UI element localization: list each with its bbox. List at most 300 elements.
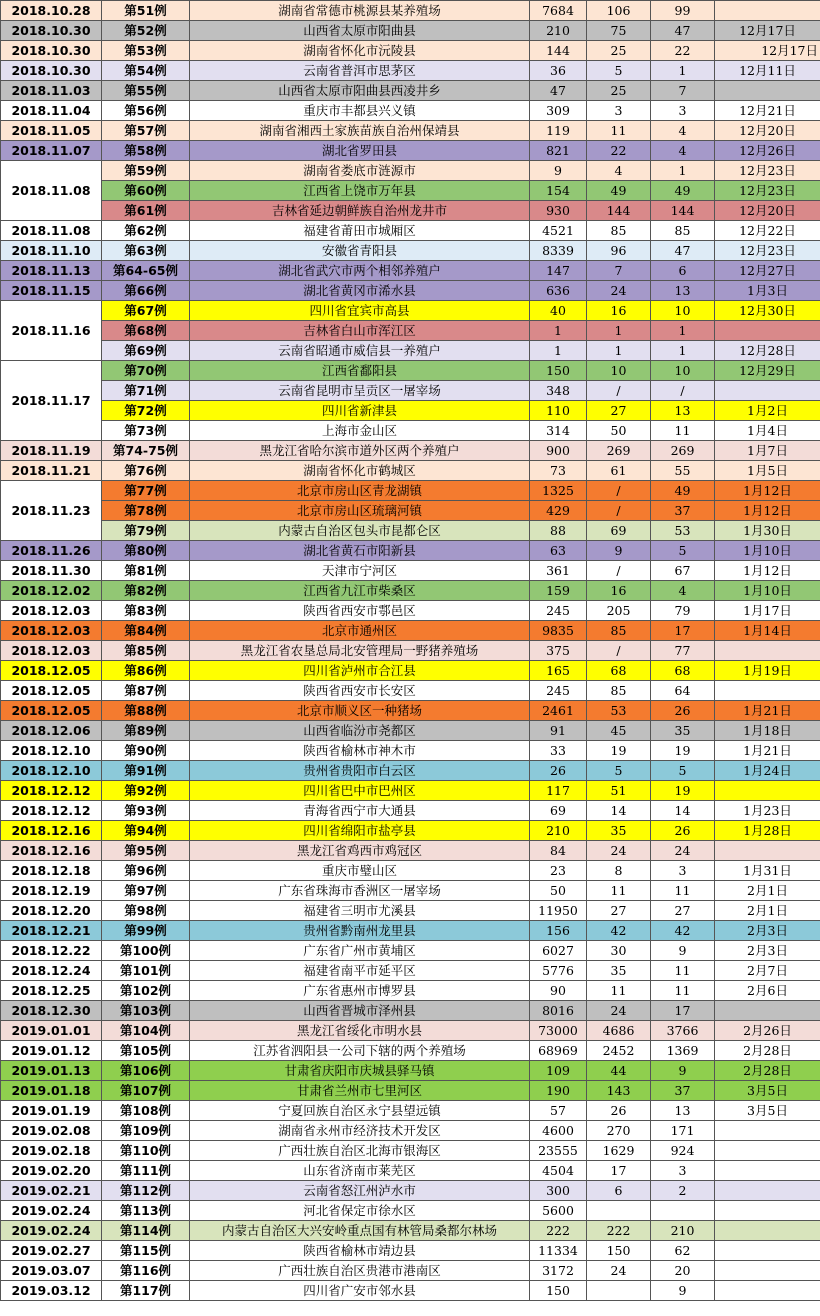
release-date-cell: 1月10日 — [715, 581, 820, 601]
location-cell: 江苏省泗阳县一公司下辖的两个养殖场 — [190, 1041, 530, 1061]
date-cell: 2018.10.28 — [1, 1, 102, 21]
dead-count-cell: 49 — [651, 481, 715, 501]
location-cell: 重庆市丰都县兴义镇 — [190, 101, 530, 121]
dead-count-cell: 99 — [651, 1, 715, 21]
case-number-cell: 第62例 — [102, 221, 190, 241]
date-cell: 2018.12.02 — [1, 581, 102, 601]
table-row — [1, 341, 820, 361]
case-number-cell: 第83例 — [102, 601, 190, 621]
date-cell: 2018.12.24 — [1, 961, 102, 981]
infected-count-cell: 205 — [587, 601, 651, 621]
location-cell: 安徽省青阳县 — [190, 241, 530, 261]
dead-count-cell: 20 — [651, 1261, 715, 1281]
infected-count-cell: 7 — [587, 261, 651, 281]
infected-count-cell: 3 — [587, 101, 651, 121]
release-date-cell: 12月20日 — [715, 121, 820, 141]
dead-count-cell: 68 — [651, 661, 715, 681]
pig-count-cell: 90 — [530, 981, 587, 1001]
table-row — [1, 1061, 820, 1081]
release-date-cell: 1月28日 — [715, 821, 820, 841]
pig-count-cell: 3172 — [530, 1261, 587, 1281]
location-cell: 内蒙古自治区大兴安岭重点国有林管局桑都尔林场 — [190, 1221, 530, 1241]
table-row — [1, 21, 820, 41]
pig-count-cell: 150 — [530, 1281, 587, 1301]
case-number-cell: 第52例 — [102, 21, 190, 41]
case-number-cell: 第88例 — [102, 701, 190, 721]
pig-count-cell: 900 — [530, 441, 587, 461]
date-cell: 2018.12.21 — [1, 921, 102, 941]
location-cell: 黑龙江省绥化市明水县 — [190, 1021, 530, 1041]
date-cell: 2018.12.10 — [1, 741, 102, 761]
pig-count-cell: 348 — [530, 381, 587, 401]
release-date-cell: 12月20日 — [715, 201, 820, 221]
release-date-cell — [715, 1181, 820, 1201]
pig-count-cell: 375 — [530, 641, 587, 661]
release-date-cell: 2月26日 — [715, 1021, 820, 1041]
location-cell: 甘肃省兰州市七里河区 — [190, 1081, 530, 1101]
release-date-cell: 1月21日 — [715, 741, 820, 761]
infected-count-cell: 9 — [587, 541, 651, 561]
pig-count-cell: 23555 — [530, 1141, 587, 1161]
case-number-cell: 第59例 — [102, 161, 190, 181]
pig-count-cell: 6027 — [530, 941, 587, 961]
dead-count-cell: 1 — [651, 161, 715, 181]
case-number-cell: 第108例 — [102, 1101, 190, 1121]
case-number-cell: 第55例 — [102, 81, 190, 101]
location-cell: 四川省泸州市合江县 — [190, 661, 530, 681]
infected-count-cell: 222 — [587, 1221, 651, 1241]
pig-count-cell: 314 — [530, 421, 587, 441]
dead-count-cell: 53 — [651, 521, 715, 541]
infected-count-cell: / — [587, 501, 651, 521]
date-cell: 2018.11.15 — [1, 281, 102, 301]
date-cell: 2018.10.30 — [1, 61, 102, 81]
table-row — [1, 701, 820, 721]
dead-count-cell: 6 — [651, 261, 715, 281]
infected-count-cell: 2452 — [587, 1041, 651, 1061]
table-row — [1, 641, 820, 661]
location-cell: 广东省广州市黄埔区 — [190, 941, 530, 961]
table-row — [1, 361, 820, 381]
table-row — [1, 821, 820, 841]
release-date-cell — [715, 1001, 820, 1021]
infected-count-cell: 16 — [587, 581, 651, 601]
location-cell: 贵州省贵阳市白云区 — [190, 761, 530, 781]
date-cell: 2019.03.12 — [1, 1281, 102, 1301]
date-cell: 2018.12.05 — [1, 701, 102, 721]
dead-count-cell: 924 — [651, 1141, 715, 1161]
table-row — [1, 781, 820, 801]
dead-count-cell: / — [651, 381, 715, 401]
table-row — [1, 961, 820, 981]
release-date-cell — [715, 1161, 820, 1181]
case-number-cell: 第78例 — [102, 501, 190, 521]
infected-count-cell: 269 — [587, 441, 651, 461]
infected-count-cell: 1 — [587, 341, 651, 361]
infected-count-cell — [587, 1281, 651, 1301]
pig-count-cell: 50 — [530, 881, 587, 901]
case-number-cell: 第81例 — [102, 561, 190, 581]
dead-count-cell: 171 — [651, 1121, 715, 1141]
pig-count-cell: 69 — [530, 801, 587, 821]
table-row — [1, 541, 820, 561]
dead-count-cell: 24 — [651, 841, 715, 861]
release-date-cell: 12月27日 — [715, 261, 820, 281]
infected-count-cell: / — [587, 481, 651, 501]
infected-count-cell: / — [587, 561, 651, 581]
case-number-cell: 第95例 — [102, 841, 190, 861]
release-date-cell — [715, 781, 820, 801]
release-date-cell: 12月21日 — [715, 101, 820, 121]
infected-count-cell: 26 — [587, 1101, 651, 1121]
pig-count-cell: 429 — [530, 501, 587, 521]
case-number-cell: 第82例 — [102, 581, 190, 601]
release-date-cell: 2月28日 — [715, 1041, 820, 1061]
release-date-cell: 12月26日 — [715, 141, 820, 161]
infected-count-cell: 44 — [587, 1061, 651, 1081]
infected-count-cell: 19 — [587, 741, 651, 761]
pig-count-cell: 2461 — [530, 701, 587, 721]
case-number-cell: 第77例 — [102, 481, 190, 501]
location-cell: 江西省鄱阳县 — [190, 361, 530, 381]
table-row — [1, 1001, 820, 1021]
release-date-cell: 1月23日 — [715, 801, 820, 821]
case-number-cell: 第54例 — [102, 61, 190, 81]
infected-count-cell: 270 — [587, 1121, 651, 1141]
pig-count-cell: 150 — [530, 361, 587, 381]
date-cell: 2019.03.07 — [1, 1261, 102, 1281]
pig-count-cell: 210 — [530, 21, 587, 41]
location-cell: 吉林省延边朝鲜族自治州龙井市 — [190, 201, 530, 221]
location-cell: 河北省保定市徐水区 — [190, 1201, 530, 1221]
date-cell: 2019.01.01 — [1, 1021, 102, 1041]
location-cell: 吉林省白山市浑江区 — [190, 321, 530, 341]
pig-count-cell: 110 — [530, 401, 587, 421]
date-cell: 2018.12.03 — [1, 621, 102, 641]
release-date-cell: 3月5日 — [715, 1081, 820, 1101]
dead-count-cell: 210 — [651, 1221, 715, 1241]
case-number-cell: 第93例 — [102, 801, 190, 821]
table-row — [1, 1201, 820, 1221]
table-row — [1, 1221, 820, 1241]
pig-count-cell: 4521 — [530, 221, 587, 241]
case-number-cell: 第103例 — [102, 1001, 190, 1021]
release-date-cell: 1月7日 — [715, 441, 820, 461]
table-row — [1, 1, 820, 21]
pig-count-cell: 190 — [530, 1081, 587, 1101]
date-cell: 2019.01.12 — [1, 1041, 102, 1061]
infected-count-cell: 35 — [587, 961, 651, 981]
table-row — [1, 321, 820, 341]
location-cell: 贵州省黔南州龙里县 — [190, 921, 530, 941]
case-number-cell: 第84例 — [102, 621, 190, 641]
case-number-cell: 第79例 — [102, 521, 190, 541]
table-row — [1, 881, 820, 901]
table-row — [1, 121, 820, 141]
dead-count-cell: 37 — [651, 1081, 715, 1101]
dead-count-cell: 62 — [651, 1241, 715, 1261]
release-date-cell — [715, 321, 820, 341]
infected-count-cell: 11 — [587, 881, 651, 901]
case-number-cell: 第53例 — [102, 41, 190, 61]
pig-count-cell: 361 — [530, 561, 587, 581]
dead-count-cell: 37 — [651, 501, 715, 521]
case-number-cell: 第91例 — [102, 761, 190, 781]
location-cell: 湖南省永州市经济技术开发区 — [190, 1121, 530, 1141]
date-cell: 2018.11.07 — [1, 141, 102, 161]
release-date-cell: 1月4日 — [715, 421, 820, 441]
date-cell: 2018.12.16 — [1, 841, 102, 861]
dead-count-cell: 11 — [651, 421, 715, 441]
case-number-cell: 第85例 — [102, 641, 190, 661]
date-cell: 2018.11.10 — [1, 241, 102, 261]
infected-count-cell: 4686 — [587, 1021, 651, 1041]
pig-count-cell: 91 — [530, 721, 587, 741]
release-date-cell: 12月23日 — [715, 161, 820, 181]
infected-count-cell: 50 — [587, 421, 651, 441]
table-row — [1, 401, 820, 421]
dead-count-cell: 19 — [651, 781, 715, 801]
date-cell: 2018.12.12 — [1, 781, 102, 801]
dead-count-cell: 22 — [651, 41, 715, 61]
dead-count-cell: 10 — [651, 301, 715, 321]
pig-count-cell: 159 — [530, 581, 587, 601]
infected-count-cell: 24 — [587, 281, 651, 301]
location-cell: 陕西省榆林市靖边县 — [190, 1241, 530, 1261]
infected-count-cell: 22 — [587, 141, 651, 161]
dead-count-cell: 3766 — [651, 1021, 715, 1041]
location-cell: 福建省莆田市城厢区 — [190, 221, 530, 241]
dead-count-cell: 55 — [651, 461, 715, 481]
release-date-cell: 2月28日 — [715, 1061, 820, 1081]
location-cell: 山西省太原市阳曲县 — [190, 21, 530, 41]
pig-count-cell: 1 — [530, 341, 587, 361]
infected-count-cell: 68 — [587, 661, 651, 681]
pig-count-cell: 222 — [530, 1221, 587, 1241]
case-number-cell: 第116例 — [102, 1261, 190, 1281]
infected-count-cell: 5 — [587, 761, 651, 781]
infected-count-cell: 30 — [587, 941, 651, 961]
date-cell: 2018.11.08 — [1, 221, 102, 241]
location-cell: 四川省新津县 — [190, 401, 530, 421]
case-number-cell: 第63例 — [102, 241, 190, 261]
case-number-cell: 第101例 — [102, 961, 190, 981]
release-date-cell: 1月10日 — [715, 541, 820, 561]
table-row — [1, 661, 820, 681]
release-date-cell: 12月17日 — [715, 21, 820, 41]
location-cell: 山西省临汾市尧都区 — [190, 721, 530, 741]
release-date-cell — [715, 1261, 820, 1281]
date-cell: 2019.02.21 — [1, 1181, 102, 1201]
release-date-cell: 2月6日 — [715, 981, 820, 1001]
table-row — [1, 181, 820, 201]
table-row — [1, 681, 820, 701]
case-number-cell: 第112例 — [102, 1181, 190, 1201]
date-cell: 2018.11.16 — [1, 301, 102, 361]
release-date-cell: 12月17日 — [715, 41, 820, 61]
pig-count-cell: 5776 — [530, 961, 587, 981]
infected-count-cell: / — [587, 641, 651, 661]
release-date-cell: 2月3日 — [715, 941, 820, 961]
location-cell: 福建省南平市延平区 — [190, 961, 530, 981]
date-cell: 2018.12.05 — [1, 681, 102, 701]
pig-count-cell: 40 — [530, 301, 587, 321]
release-date-cell: 12月23日 — [715, 241, 820, 261]
infected-count-cell: 85 — [587, 681, 651, 701]
table-row — [1, 261, 820, 281]
infected-count-cell: 75 — [587, 21, 651, 41]
dead-count-cell: 26 — [651, 821, 715, 841]
location-cell: 黑龙江省农垦总局北安管理局一野猪养殖场 — [190, 641, 530, 661]
infected-count-cell: 27 — [587, 401, 651, 421]
case-number-cell: 第114例 — [102, 1221, 190, 1241]
location-cell: 湖南省常德市桃源县某养殖场 — [190, 1, 530, 21]
release-date-cell: 12月23日 — [715, 181, 820, 201]
case-number-cell: 第67例 — [102, 301, 190, 321]
infected-count-cell: 1 — [587, 321, 651, 341]
pig-count-cell: 144 — [530, 41, 587, 61]
infected-count-cell: 69 — [587, 521, 651, 541]
dead-count-cell: 7 — [651, 81, 715, 101]
table-row — [1, 141, 820, 161]
location-cell: 山西省太原市阳曲县西凌井乡 — [190, 81, 530, 101]
release-date-cell: 12月29日 — [715, 361, 820, 381]
case-number-cell: 第68例 — [102, 321, 190, 341]
table-row — [1, 621, 820, 641]
case-number-cell: 第72例 — [102, 401, 190, 421]
case-number-cell: 第70例 — [102, 361, 190, 381]
pig-count-cell: 8016 — [530, 1001, 587, 1021]
release-date-cell: 12月11日 — [715, 61, 820, 81]
pig-count-cell: 73000 — [530, 1021, 587, 1041]
pig-count-cell: 8339 — [530, 241, 587, 261]
date-cell: 2018.12.06 — [1, 721, 102, 741]
case-number-cell: 第110例 — [102, 1141, 190, 1161]
table-row — [1, 221, 820, 241]
release-date-cell: 1月19日 — [715, 661, 820, 681]
date-cell: 2018.12.10 — [1, 761, 102, 781]
table-row — [1, 281, 820, 301]
date-cell: 2018.11.30 — [1, 561, 102, 581]
dead-count-cell: 4 — [651, 141, 715, 161]
table-row — [1, 241, 820, 261]
pig-count-cell: 47 — [530, 81, 587, 101]
table-row — [1, 501, 820, 521]
release-date-cell: 1月2日 — [715, 401, 820, 421]
pig-count-cell: 84 — [530, 841, 587, 861]
case-number-cell: 第57例 — [102, 121, 190, 141]
location-cell: 湖南省怀化市沅陵县 — [190, 41, 530, 61]
dead-count-cell: 4 — [651, 581, 715, 601]
dead-count-cell: 1 — [651, 321, 715, 341]
date-cell: 2018.11.17 — [1, 361, 102, 441]
table-row — [1, 441, 820, 461]
release-date-cell: 12月22日 — [715, 221, 820, 241]
dead-count-cell: 19 — [651, 741, 715, 761]
infected-count-cell: 10 — [587, 361, 651, 381]
date-cell: 2018.12.18 — [1, 861, 102, 881]
pig-count-cell: 57 — [530, 1101, 587, 1121]
pig-count-cell: 309 — [530, 101, 587, 121]
release-date-cell — [715, 381, 820, 401]
infected-count-cell: 6 — [587, 1181, 651, 1201]
case-number-cell: 第98例 — [102, 901, 190, 921]
dead-count-cell: 11 — [651, 981, 715, 1001]
table-row — [1, 381, 820, 401]
release-date-cell: 2月3日 — [715, 921, 820, 941]
release-date-cell: 12月28日 — [715, 341, 820, 361]
infected-count-cell: 8 — [587, 861, 651, 881]
date-cell: 2019.02.27 — [1, 1241, 102, 1261]
table-row — [1, 201, 820, 221]
table-row — [1, 801, 820, 821]
table-row — [1, 1081, 820, 1101]
case-number-cell: 第60例 — [102, 181, 190, 201]
case-number-cell: 第102例 — [102, 981, 190, 1001]
location-cell: 重庆市璧山区 — [190, 861, 530, 881]
table-row — [1, 461, 820, 481]
release-date-cell: 12月30日 — [715, 301, 820, 321]
pig-count-cell: 245 — [530, 601, 587, 621]
location-cell: 宁夏回族自治区永宁县望远镇 — [190, 1101, 530, 1121]
location-cell: 湖北省黄冈市浠水县 — [190, 281, 530, 301]
case-number-cell: 第56例 — [102, 101, 190, 121]
pig-count-cell: 9835 — [530, 621, 587, 641]
table-row — [1, 421, 820, 441]
infected-count-cell: 49 — [587, 181, 651, 201]
dead-count-cell: 35 — [651, 721, 715, 741]
location-cell: 江西省九江市柴桑区 — [190, 581, 530, 601]
table-row — [1, 601, 820, 621]
location-cell: 云南省昭通市威信县一养殖户 — [190, 341, 530, 361]
pig-count-cell: 36 — [530, 61, 587, 81]
release-date-cell — [715, 681, 820, 701]
table-row — [1, 861, 820, 881]
location-cell: 黑龙江省哈尔滨市道外区两个养殖户 — [190, 441, 530, 461]
date-cell: 2018.10.30 — [1, 41, 102, 61]
table-row — [1, 741, 820, 761]
date-cell: 2018.11.03 — [1, 81, 102, 101]
case-number-cell: 第99例 — [102, 921, 190, 941]
table-row — [1, 921, 820, 941]
release-date-cell — [715, 1221, 820, 1241]
dead-count-cell: 9 — [651, 1281, 715, 1301]
date-cell: 2018.11.26 — [1, 541, 102, 561]
date-cell: 2019.02.24 — [1, 1221, 102, 1241]
date-cell: 2019.02.08 — [1, 1121, 102, 1141]
pig-count-cell: 300 — [530, 1181, 587, 1201]
release-date-cell — [715, 641, 820, 661]
table-row — [1, 1041, 820, 1061]
location-cell: 湖北省罗田县 — [190, 141, 530, 161]
table-row — [1, 1141, 820, 1161]
pig-count-cell: 636 — [530, 281, 587, 301]
location-cell: 四川省绵阳市盐亭县 — [190, 821, 530, 841]
dead-count-cell: 11 — [651, 881, 715, 901]
date-cell: 2018.11.19 — [1, 441, 102, 461]
date-cell: 2019.01.18 — [1, 1081, 102, 1101]
pig-count-cell: 88 — [530, 521, 587, 541]
release-date-cell: 1月30日 — [715, 521, 820, 541]
dead-count-cell: 13 — [651, 281, 715, 301]
location-cell: 青海省西宁市大通县 — [190, 801, 530, 821]
table-row — [1, 1121, 820, 1141]
date-cell: 2018.12.12 — [1, 801, 102, 821]
case-number-cell: 第51例 — [102, 1, 190, 21]
dead-count-cell: 26 — [651, 701, 715, 721]
location-cell: 云南省昆明市呈贡区一屠宰场 — [190, 381, 530, 401]
location-cell: 天津市宁河区 — [190, 561, 530, 581]
